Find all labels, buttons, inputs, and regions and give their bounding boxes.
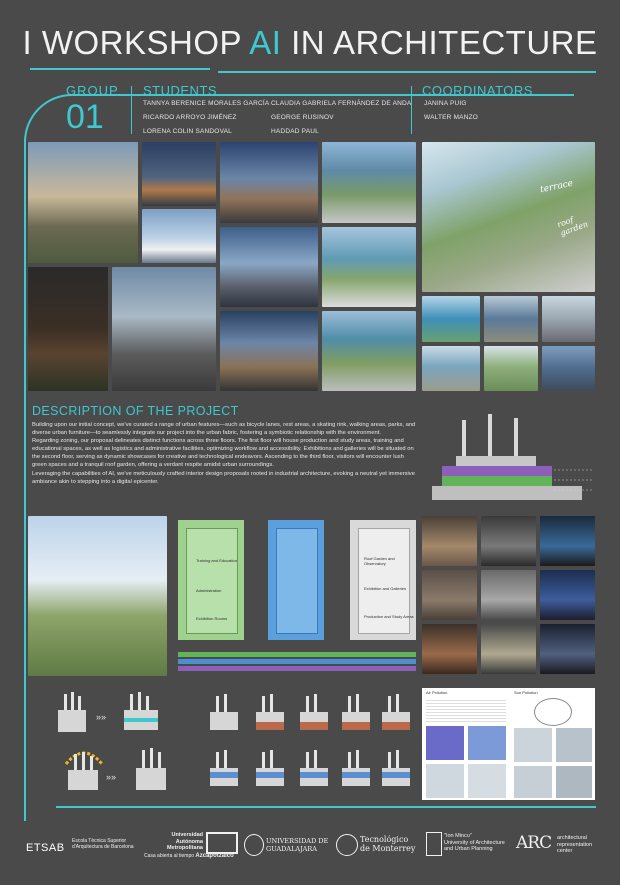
coordinators-divider bbox=[411, 86, 412, 134]
description-paragraph: Regarding zoning, our proposal delineates distinct functions across three floors. The first floor will house production and study areas, training and educational spaces, as well as logistics and administrative facilities, optimizing workflow and accessibility. Exhibitions and galleries will be situated on the second floor, serving as dynamic showcases for creative and technological endeavors. Ascending to the third floor, visitors will encounter lush green spaces and a tranquil roof garden, offering a verdant respite amidst urban surroundings. bbox=[32, 438, 414, 469]
program-process-diagram bbox=[206, 688, 416, 800]
terrace-annotation: terrace bbox=[539, 178, 574, 196]
interior-render-image bbox=[481, 624, 536, 674]
description-paragraph: Leveraging the capabilities of AI, we've meticulously crafted interior design proposals rooted in industrial architecture, evoking a neutral yet immersive ambiance akin to stepping into a digital epicenter. bbox=[32, 470, 415, 485]
description-body bbox=[32, 421, 419, 486]
arrow-glyph: »» bbox=[96, 712, 107, 722]
render-image bbox=[220, 311, 318, 391]
map-thumbnail bbox=[426, 764, 464, 798]
title-underline-right bbox=[218, 71, 596, 73]
sun-pollution-title: Sun Pollution bbox=[514, 690, 538, 695]
ion-mincu-line: "Ion Mincu" bbox=[444, 833, 472, 839]
sun-path-diagram bbox=[534, 698, 572, 726]
render-image bbox=[142, 142, 216, 206]
student-name: LORENA COLIN SANDOVAL bbox=[143, 128, 232, 135]
zoning-label: Exhibition and Galleries bbox=[364, 586, 407, 591]
zoning-label: Administration bbox=[196, 588, 222, 593]
etsab-sub-line: Escola Tècnica Superior bbox=[72, 838, 127, 844]
frame-bottom-line bbox=[56, 806, 596, 808]
group-number: 01 bbox=[66, 98, 104, 136]
udg-seal-icon bbox=[244, 834, 264, 856]
render-image bbox=[220, 227, 318, 307]
coordinator-name: JANINA PUIG bbox=[424, 100, 467, 107]
map-thumbnail bbox=[556, 728, 592, 762]
student-name: GEORGE RUSINOV bbox=[271, 114, 334, 121]
building-section-diagram bbox=[422, 404, 595, 506]
render-image bbox=[484, 296, 538, 342]
zoning-diagram-white bbox=[350, 520, 416, 640]
title-underline-left bbox=[30, 68, 210, 70]
zoning-diagram-green bbox=[178, 520, 244, 640]
tec-line: de Monterrey bbox=[360, 844, 416, 853]
description-heading: DESCRIPTION OF THE PROJECT bbox=[32, 404, 239, 418]
uam-logo bbox=[163, 832, 203, 852]
render-image bbox=[220, 142, 318, 223]
render-image bbox=[112, 267, 216, 391]
zoning-color-band-green bbox=[178, 652, 416, 657]
tec-globe-icon bbox=[336, 834, 358, 856]
uam-campus: Azcapotzalco bbox=[195, 853, 234, 859]
arc-line: architectural bbox=[557, 835, 587, 841]
students-heading: STUDENTS bbox=[143, 83, 218, 98]
uam-tagline-text: Casa abierta al tiempo bbox=[144, 853, 195, 859]
arc-line: center bbox=[557, 848, 573, 854]
render-image bbox=[322, 311, 416, 391]
zoning-block bbox=[276, 528, 318, 634]
ion-mincu-line: and Urban Planning bbox=[444, 846, 493, 852]
zoning-color-band-purple bbox=[178, 666, 416, 671]
zoning-label: Roof Garden and Observatory bbox=[364, 556, 395, 566]
interior-render-image bbox=[481, 516, 536, 566]
etsab-subtitle bbox=[72, 838, 134, 850]
environmental-analysis-panel bbox=[422, 688, 595, 800]
coordinator-name: WALTER MANZO bbox=[424, 114, 479, 121]
data-table bbox=[426, 698, 506, 722]
title-part-2: IN ARCHITECTURE bbox=[281, 24, 598, 61]
udg-line: UNIVERSIDAD DE bbox=[266, 837, 329, 845]
title-part-1: I WORKSHOP bbox=[22, 24, 250, 61]
render-image bbox=[484, 346, 538, 391]
map-thumbnail bbox=[556, 766, 592, 798]
etsab-sub-line: d'Arquitectura de Barcelona bbox=[72, 844, 134, 850]
render-image bbox=[542, 296, 595, 342]
render-image bbox=[142, 209, 216, 263]
udg-logo bbox=[266, 837, 328, 853]
map-thumbnail bbox=[514, 728, 552, 762]
tec-line: Tecnológico bbox=[360, 835, 409, 844]
render-image bbox=[322, 142, 416, 223]
arc-line: representation bbox=[557, 841, 593, 848]
zoning-color-band-blue bbox=[178, 659, 416, 664]
render-image bbox=[28, 142, 138, 263]
student-name: CLAUDIA GABRIELA FERNÁNDEZ DE ANDA bbox=[271, 100, 412, 107]
zoning-label: Training and Education bbox=[196, 558, 237, 563]
udg-line: GUADALAJARA bbox=[266, 845, 317, 853]
title-ai: AI bbox=[249, 24, 282, 61]
interior-render-image bbox=[422, 570, 477, 620]
render-image bbox=[28, 267, 108, 391]
poster-title bbox=[0, 24, 620, 62]
interior-render-image bbox=[540, 570, 595, 620]
zoning-diagram-blue bbox=[268, 520, 324, 640]
coordinators-heading: COORDINATORS bbox=[422, 83, 533, 98]
arc-logo bbox=[557, 835, 592, 855]
interior-render-image bbox=[481, 570, 536, 620]
air-pollution-title: Air Pollution bbox=[426, 690, 448, 695]
uam-line: Universidad bbox=[171, 832, 203, 838]
interior-render-image bbox=[422, 516, 477, 566]
render-image bbox=[422, 296, 480, 342]
uam-line: Autónoma bbox=[175, 838, 203, 845]
render-image bbox=[322, 227, 416, 307]
uam-tagline bbox=[144, 853, 234, 860]
uam-line: Metropolitana bbox=[166, 845, 203, 851]
student-name: RICARDO ARROYO JIMÉNEZ bbox=[143, 114, 237, 121]
map-thumbnail bbox=[514, 766, 552, 798]
uam-emblem-icon bbox=[206, 832, 238, 854]
render-image bbox=[422, 346, 480, 391]
aerial-render-image bbox=[28, 516, 167, 676]
ion-mincu-emblem-icon bbox=[426, 832, 442, 856]
interior-render-image bbox=[422, 624, 477, 674]
arc-logo-mark: ARC bbox=[516, 833, 552, 853]
map-thumbnail bbox=[468, 764, 506, 798]
student-name: HADDAD PAUL bbox=[271, 128, 319, 135]
student-name: TANNYA BERENICE MORALES GARCÍA bbox=[143, 100, 270, 107]
zoning-label: Production and Study Areas bbox=[364, 614, 414, 619]
group-label: GROUP bbox=[66, 83, 119, 98]
group-divider bbox=[131, 86, 132, 134]
render-image bbox=[542, 346, 595, 391]
interior-render-image bbox=[540, 516, 595, 566]
interior-render-image bbox=[540, 624, 595, 674]
tec-logo bbox=[360, 835, 415, 853]
hero-render-image bbox=[422, 142, 595, 292]
map-thumbnail bbox=[426, 726, 464, 760]
etsab-mark: ETSAB bbox=[26, 842, 65, 854]
ion-mincu-logo bbox=[444, 833, 505, 853]
description-paragraph: Building upon our initial concept, we've curated a range of urban features—such as bicycle lanes, rest areas, a skating rink, walking areas, parks, and diverse urban furniture—to seamlessly integrate our project into the urban fabric, fostering a symbiotic relationship with the environment. bbox=[32, 422, 416, 437]
zoning-label: Exhibition Rooms bbox=[196, 616, 228, 621]
roof-garden-annotation: roof garden bbox=[556, 215, 590, 238]
massing-process-diagram bbox=[40, 688, 190, 800]
etsab-logo bbox=[26, 838, 65, 856]
arrow-glyph: »» bbox=[106, 772, 117, 782]
map-thumbnail bbox=[468, 726, 506, 760]
ion-mincu-line: University of Architecture bbox=[444, 839, 505, 846]
